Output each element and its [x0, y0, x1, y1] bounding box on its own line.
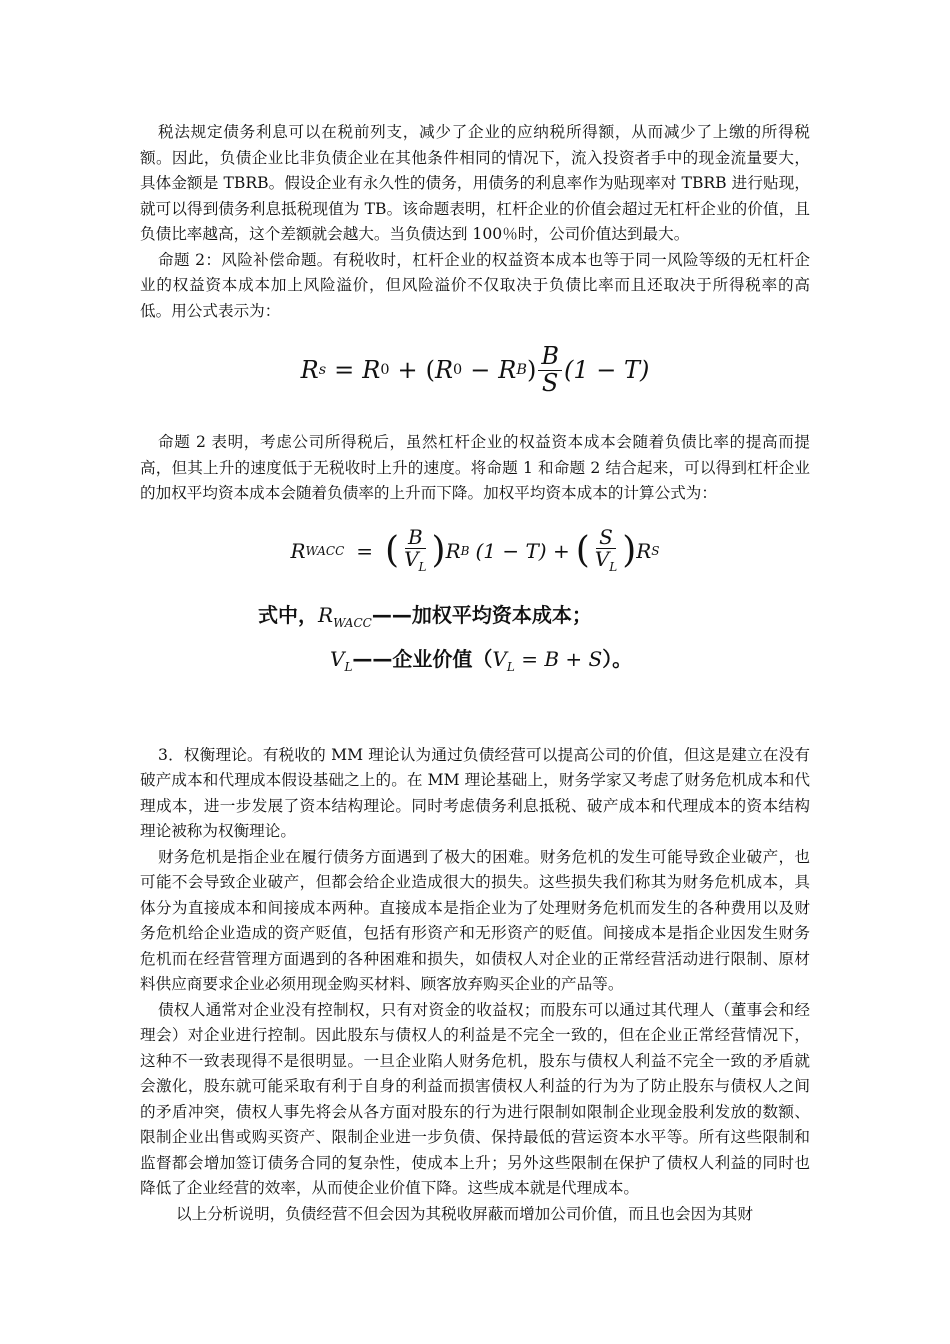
formula-wacc [140, 521, 810, 581]
formula-fraction [538, 344, 562, 395]
formula-subscript: L [418, 560, 427, 575]
formula-paren: ( [385, 529, 400, 571]
formula-fraction [592, 527, 620, 574]
fraction-denominator [592, 549, 620, 574]
formula-subscript: B [460, 543, 470, 558]
definition-symbol: V [330, 646, 345, 671]
definition-equation: = B + S [514, 646, 603, 671]
definition-subscript: WACC [333, 615, 372, 630]
paragraph-financial-distress: 财务危机是指企业在履行债务方面遇到了极大的困难。财务危机的发生可能导致企业破产，也可能不会导致企业破产，但都会给企业造成很大的损失。这些损失我们称其为财务危机成本，具体分为直接成本和间接成本两种。直接成本是指企业为了处理财务危机而发生的各种费用以及财务危机给企业造成的资产贬值，包括有形资产和无形资产的贬值。间接成本是指企业因发生财务危机而在经营管理方面遇到的各种困难和损失，如债权人对企业的正常经营活动进行限制、原材料供应商要求企业必须用现金购买材料、顾客放弃购买企业的产品等。 [140, 847, 810, 993]
formula-middle: (1 − T) + [475, 538, 570, 563]
definition-subscript: L [506, 659, 515, 674]
formula-operator: + [397, 356, 418, 384]
fraction-numerator: B [405, 527, 426, 549]
formula-paren: ) [431, 529, 446, 571]
fraction-numerator: B [538, 344, 562, 370]
formula-symbol: V [594, 547, 610, 572]
formula-subscript: B [516, 362, 527, 378]
formula-operator: = [356, 538, 374, 563]
definition-symbol: V [492, 646, 507, 671]
definition-prefix: 式中， [258, 602, 318, 627]
fraction-numerator: S [596, 527, 616, 549]
formula-paren: ) [622, 529, 637, 571]
paragraph-agency-cost: 债权人通常对企业没有控制权，只有对资金的收益权；而股东可以通过其代理人（董事会和经理会）对企业进行控制。因此股东与债权人的利益是不完全一致的，但在企业正常经营情况下，这种不一致表现得不是很明显。一旦企业陷人财务危机，股东与债权人利益不完全一致的矛盾就会激化，股东就可能采取有利于自身的利益而损害债权人利益的行为为了防止股东与债权人之间的矛盾冲突，债权人事先将会从各方面对股东的行为进行限制如限制企业现金股利发放的数额、限制企业出售或购买资产、限制企业进一步负债、保持最低的营运资本水平等。所有这些限制和监督都会增加签订债务合同的复杂性，使成本上升；另外这些限制在保护了债权人利益的同时也降低了企业经营的效率，从而使企业价值下降。这些成本就是代理成本。 [140, 1000, 810, 1197]
formula-symbol: R [498, 356, 517, 384]
formula-subscript: s [318, 362, 327, 378]
formula-subscript: S [651, 543, 660, 558]
paragraph-conclusion: 以上分析说明，负债经营不但会因为其税收屏蔽而增加公司价值，而且也会因为其财 [176, 1204, 753, 1223]
definition-symbol: R [318, 602, 334, 627]
formula-symbol: V [404, 547, 419, 572]
formula-subscript: L [609, 560, 618, 575]
definition-text: ）。 [602, 646, 633, 671]
definition-wacc [258, 597, 810, 641]
formula-paren: ( [575, 529, 590, 571]
formula-subscript: 0 [453, 362, 463, 378]
formula-symbol: R [445, 538, 461, 563]
formula-subscript: 0 [380, 362, 390, 378]
formula-symbol: R [434, 356, 454, 384]
formula-operator: = [334, 356, 355, 384]
formula-symbol: R [290, 538, 306, 563]
paragraph-proposition-2: 命题 2：风险补偿命题。有税收时，杠杆企业的权益资本成本也等于同一风险等级的无杠杆企业的权益资本成本加上风险溢价，但风险溢价不仅取决于负债比率而且还取决于所得税率的高低。用公式表示为： [140, 250, 810, 320]
fraction-denominator: S [541, 368, 559, 397]
definition-firm-value [258, 641, 810, 685]
paragraph-tax-shield: 税法规定债务利息可以在税前列支，减少了企业的应纳税所得额，从而减少了上缴的所得税额。因此，负债企业比非负债企业在其他条件相同的情况下，流入投资者手中的现金流量要大，具体金额是 TBRB。假设企业有永久性的债务，用债务的利息率作为贴现率对 TBRB 进行贴现，就可以得到债务利息抵税现值为 TB。该命题表明，杠杆企业的价值会超过无杠杆企业的价值，且负债比率越高，这个差额就会越大。当负债达到 100％时，公司价值达到最大。 [140, 123, 810, 243]
formula-symbol: R [636, 538, 652, 563]
formula-fraction [401, 527, 429, 574]
definition-subscript: L [344, 659, 353, 674]
formula-tail: (1 − T) [563, 356, 650, 384]
formula-symbol: R [362, 356, 381, 384]
formula-subscript: WACC [305, 543, 345, 558]
definition-text: ——企业价值（ [352, 646, 493, 671]
formula-definitions [140, 597, 810, 685]
formula-symbol: R [300, 356, 319, 384]
fraction-denominator [401, 549, 429, 574]
formula-paren: ) [526, 356, 537, 384]
paragraph-tradeoff-theory: 3．权衡理论。有税收的 MM 理论认为通过负债经营可以提高公司的价值，但这是建立在没有破产成本和代理成本假设基础之上的。在 MM 理论基础上，财务学家又考虑了财务危机成本和代理成本，进一步发展了资本结构理论。同时考虑债务利息抵税、破产成本和代理成本的资本结构理论被称为权衡理论。 [140, 745, 810, 840]
formula-operator: − [470, 356, 491, 384]
formula-equity-cost [140, 332, 810, 408]
document-page [140, 120, 810, 1227]
formula-paren: ( [425, 356, 435, 384]
paragraph-proposition-2-explain: 命题 2 表明，考虑公司所得税后，虽然杠杆企业的权益资本成本会随着负债比率的提高而提高，但其上升的速度低于无税收时上升的速度。将命题 1 和命题 2 结合起来，可以得到杠杆企业的加权平均资本成本会随着负债率的上升而下降。加权平均资本成本的计算公式为： [140, 433, 810, 502]
definition-text: ——加权平均资本成本； [371, 602, 592, 627]
